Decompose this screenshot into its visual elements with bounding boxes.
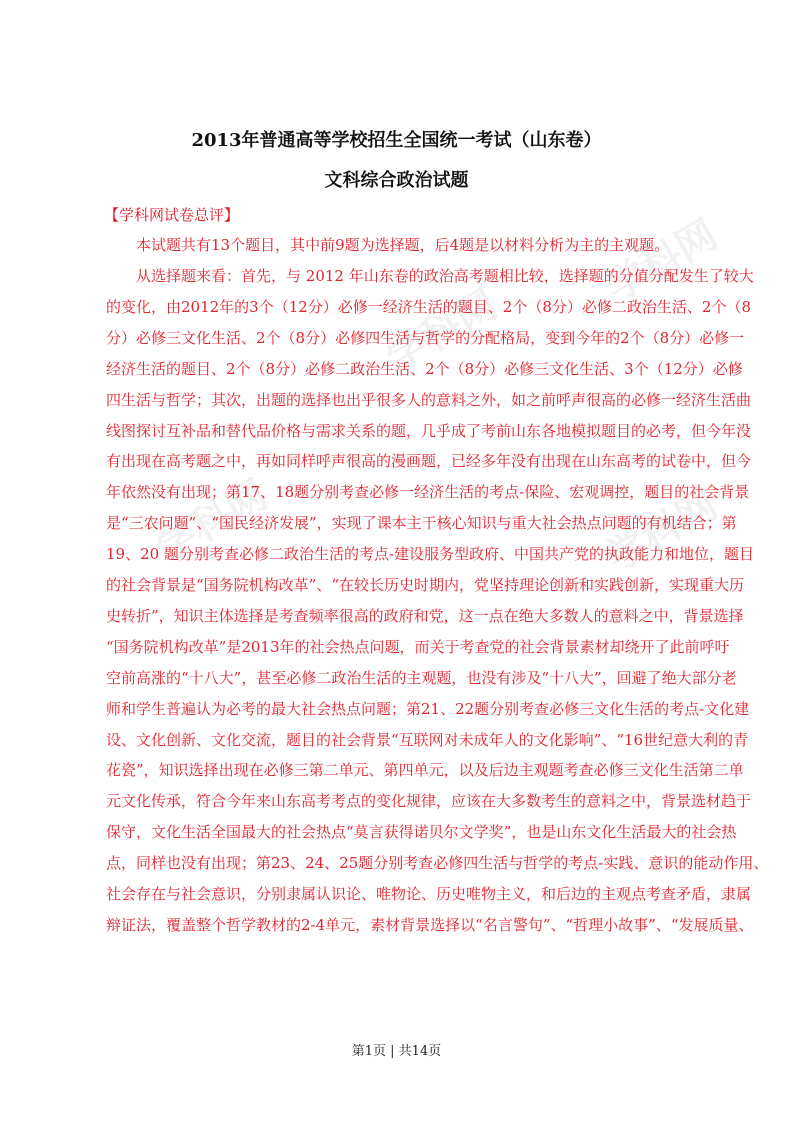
paragraph-line: 点，同样也没有出现；第23、24、25题分别考查必修四生活与哲学的考点-实践、意识的能动作用、: [106, 854, 769, 873]
paragraph-line: 史转折”，知识主体选择是考查频率很高的政府和党，这一点在绝大多数人的意料之中，背景选择: [106, 606, 744, 625]
paragraph-line: 空前高涨的“十八大”，甚至必修二政治生活的主观题，也没有涉及“十八大”，回避了绝大部分老: [106, 668, 737, 687]
paragraph-line: 花瓷”，知识选择出现在必修三第二单元、第四单元，以及后边主观题考查必修三文化生活第二单: [106, 761, 744, 780]
watermark: 学科网: [597, 480, 726, 582]
paragraph-line: 元文化传承，符合今年来山东高考考点的变化规律，应该在大多数考生的意料之中，背景选材趋于: [106, 792, 752, 811]
section-header: 【学科网试卷总评】: [104, 206, 240, 224]
paragraph-line: 19、20 题分别考查必修二政治生活的考点-建设服务型政府、中国共产党的执政能力和地位，题目: [106, 545, 755, 564]
watermark: 学科网: [147, 470, 276, 572]
paragraph-line: 是“三农问题”、“国民经济发展”，实现了课本主干核心知识与重大社会热点问题的有机结合；第: [106, 514, 737, 533]
page-footer: 第1页 | 共14页: [351, 1044, 442, 1059]
watermark: 学科网: [597, 210, 726, 312]
paragraph-line: 本试题共有13个题目，其中前9题为选择题，后4题是以材料分析为主的主观题。: [136, 236, 670, 254]
document-subtitle: 文科综合政治试题: [324, 170, 469, 191]
watermark: 学科网: [377, 280, 506, 382]
paragraph-line: 从选择题来看：首先，与 2012 年山东卷的政治高考题相比较，选择题的分值分配发生了较大: [136, 267, 754, 285]
paragraph-line: 四生活与哲学；其次，出题的选择也出乎很多人的意料之外，如之前呼声很高的必修一经济生活曲: [106, 390, 752, 409]
paragraph-line: 社会存在与社会意识，分别隶属认识论、唯物论、历史唯物主义，和后边的主观点考查矛盾，隶属: [106, 885, 752, 903]
paragraph-line: 设、文化创新、文化交流，题目的社会背景“互联网对未成年人的文化影响”、“16世纪意大利的青: [106, 730, 749, 749]
paragraph-line: 辩证法，覆盖整个哲学教材的2-4单元，素材背景选择以“名言警句”、“哲理小故事”、“发展质量、: [106, 915, 754, 934]
paragraph-line: 师和学生普遍认为必考的最大社会热点问题；第21、22题分别考查必修三文化生活的考点-文化建: [106, 699, 750, 718]
paragraph-line: 线图探讨互补品和替代品价格与需求关系的题，几乎成了考前山东各地模拟题目的必考，但今年没: [106, 421, 752, 440]
paragraph-line: 分）必修三文化生活、2个（8分）必修四生活与哲学的分配格局，变到今年的2个（8分）必修一: [106, 328, 745, 347]
paragraph-line: 的社会背景是“国务院机构改革”、“在较长历史时期内，党坚持理论创新和实践创新，实现重大历: [106, 576, 745, 594]
document-title: 2013年普通高等学校招生全国统一考试（山东卷）: [191, 130, 602, 151]
paragraph-line: “国务院机构改革”是2013年的社会热点问题，而关于考查党的社会背景素材却绕开了此前呼吁: [106, 637, 730, 656]
paragraph-line: 经济生活的题目、2个（8分）必修二政治生活、2个（8分）必修三文化生活、3个（12分）必修: [106, 359, 743, 378]
paragraph-line: 有出现在高考题之中，再如同样呼声很高的漫画题，已经多年没有出现在山东高考的试卷中，但今: [106, 452, 752, 471]
paragraph-line: 的变化，由2012年的3个（12分）必修一经济生活的题目、2个（8分）必修二政治生活、2个（8: [106, 297, 751, 316]
paragraph-line: 年依然没有出现；第17、18题分别考查必修一经济生活的考点-保险、宏观调控，题目的社会背景: [106, 483, 750, 502]
paragraph-line: 保守，文化生活全国最大的社会热点“莫言获得诺贝尔文学奖”，也是山东文化生活最大的社会热: [106, 823, 737, 842]
